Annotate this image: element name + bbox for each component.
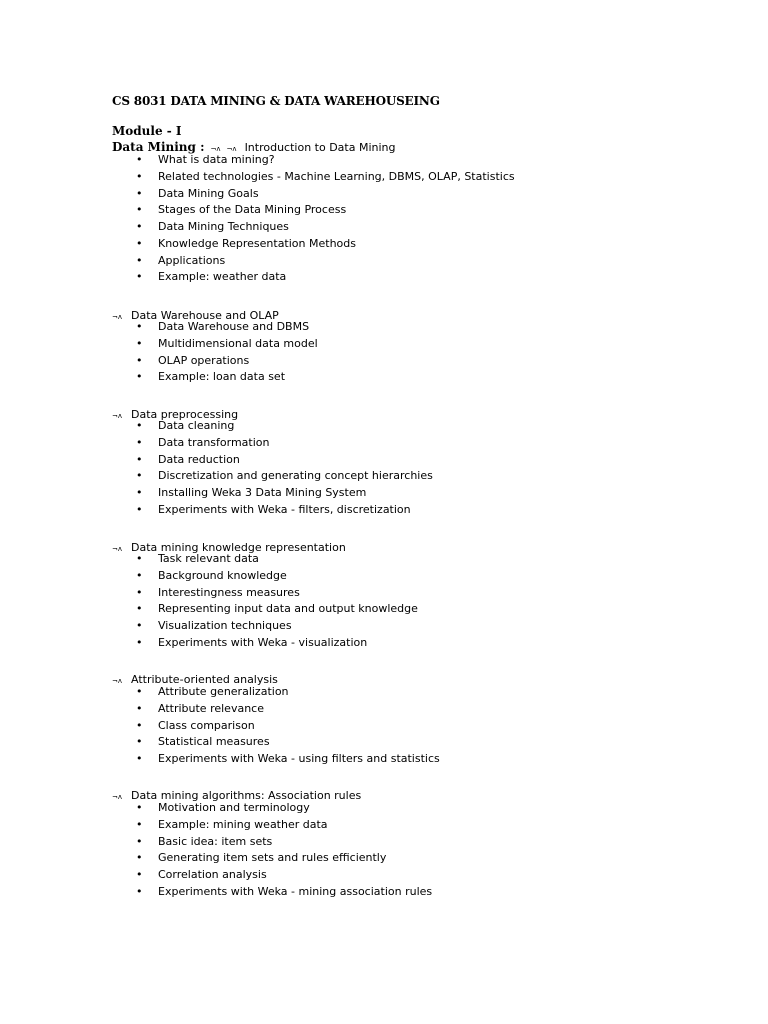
section-heading-text: Data preprocessing [131,408,239,421]
list-item-text: Class comparison [158,718,255,732]
list-item-text: Applications [158,253,226,267]
list-item-text: Example: weather data [158,270,287,284]
bullet-icon: • [136,236,143,250]
section-heading-preprocessing [112,403,238,419]
bullet-icon: • [136,884,143,898]
list-item-text: Data cleaning [158,419,235,432]
bullet-icon: • [136,435,143,449]
section-heading-text: Attribute-oriented analysis [131,673,278,686]
list-item-text: Attribute generalization [158,685,289,698]
list-item-text: Interestingness measures [158,585,300,599]
list-item-text: Knowledge Representation Methods [158,236,356,250]
list-item-text: Motivation and terminology [158,801,310,814]
bullet-icon: • [136,469,143,483]
bullet-icon: • [136,851,143,865]
list-item-text: Generating item sets and rules efficiently [158,851,387,865]
section-heading-text: Data mining knowledge representation [131,541,346,554]
list-item-text: Example: loan data set [158,370,286,384]
module-heading: Module - I [112,124,182,138]
list-item-text: Experiments with Weka - visualization [158,635,368,649]
bullet-icon: • [136,270,143,284]
list-item-text: Discretization and generating concept hierarchies [158,469,433,483]
list-item-text: Attribute relevance [158,701,264,715]
list-item-text: Stages of the Data Mining Process [158,203,347,217]
bullet-icon: • [136,552,143,565]
list-item-text: Related technologies - Machine Learning, DBMS, OLAP, Statistics [158,169,515,183]
list-item-text: Correlation analysis [158,868,267,881]
bullet-icon: • [136,203,143,217]
bullet-icon: • [136,486,143,499]
bullet-icon: • [136,186,143,200]
bullet-icon: • [136,370,143,384]
bullet-marker-icon: ¬ʌ [112,412,123,420]
list-item-text: Data reduction [158,452,240,466]
list-item-text: Task relevant data [158,552,259,565]
bullet-icon: • [136,253,143,267]
list-item-text: Example: mining weather data [158,817,328,831]
list-item-text: Data Mining Goals [158,186,259,200]
bullet-icon: • [136,685,143,698]
bullet-icon: • [136,602,143,616]
list-item-text: Experiments with Weka - using filters and statistics [158,752,440,765]
bullet-icon: • [136,619,143,632]
bullet-marker-icon: ¬ʌ [210,145,221,153]
list-item-text: Visualization techniques [158,619,292,632]
bullet-icon: • [136,585,143,599]
list-item-text: Statistical measures [158,735,270,749]
bullet-icon: • [136,169,143,183]
bullet-icon: • [136,635,143,649]
bullet-icon: • [136,718,143,732]
bullet-icon: • [136,868,143,881]
bullet-icon: • [136,153,143,166]
list-item-text: Representing input data and output knowledge [158,602,418,616]
bullet-icon: • [136,220,143,233]
bullet-icon: • [136,320,143,333]
bullet-icon: • [136,834,143,848]
bullet-marker-icon: ¬ʌ [112,313,123,321]
section-heading-text: Data Warehouse and OLAP [131,309,279,322]
section-heading-association [112,784,361,800]
bullet-icon: • [136,502,143,516]
bullet-icon: • [136,419,143,432]
section-heading-warehouse [112,304,279,320]
section-heading-attribute [112,668,278,684]
list-item-text: Data transformation [158,435,270,449]
list-item-text: What is data mining? [158,153,275,166]
list-item-text: Data Warehouse and DBMS [158,320,310,333]
bullet-marker-icon: ¬ʌ [226,145,237,153]
list-item-text: Background knowledge [158,568,287,582]
bullet-marker-icon: ¬ʌ [112,545,123,553]
list-item-text: Multidimensional data model [158,336,318,350]
list-item-text: Basic idea: item sets [158,834,273,848]
bullet-icon: • [136,735,143,749]
list-item-text: Experiments with Weka - filters, discretization [158,502,411,516]
section-heading-text: Data mining algorithms: Association rules [131,789,362,802]
bullet-icon: • [136,801,143,814]
bullet-icon: • [136,752,143,765]
bullet-marker-icon: ¬ʌ [112,793,123,801]
document-title: CS 8031 DATA MINING & DATA WAREHOUSEING [112,94,440,108]
bullet-icon: • [136,817,143,831]
list-item-text: OLAP operations [158,353,250,367]
bullet-marker-icon: ¬ʌ [112,677,123,685]
bullet-icon: • [136,353,143,367]
bullet-icon: • [136,568,143,582]
bullet-icon: • [136,452,143,466]
bullet-icon: • [136,701,143,715]
bullet-icon: • [136,336,143,350]
list-item-text: Installing Weka 3 Data Mining System [158,486,367,499]
list-item-text: Experiments with Weka - mining association rules [158,884,433,898]
section-heading-knowledge [112,536,346,552]
section-label: Data Mining : [112,140,205,154]
list-item-text: Data Mining Techniques [158,220,289,233]
section-heading-text: Introduction to Data Mining [244,141,396,154]
